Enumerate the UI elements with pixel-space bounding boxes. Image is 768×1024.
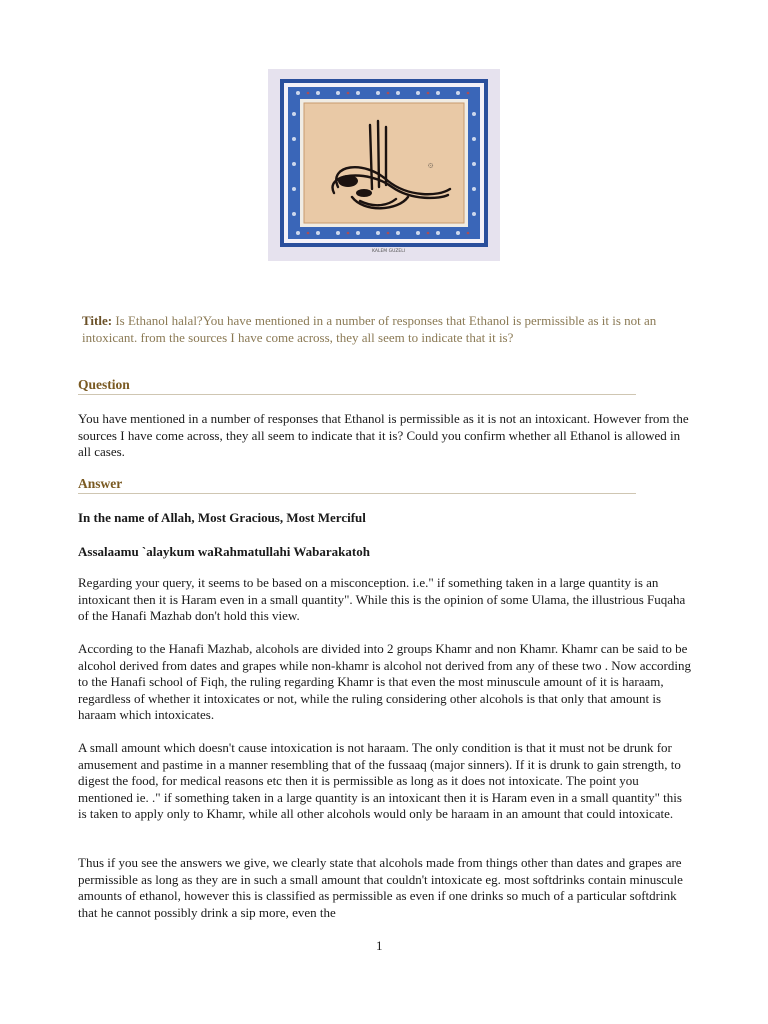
answer-paragraph-4: Thus if you see the answers we give, we clearly state that alcohols made from things other than dates and grapes are permissible as long as they are in such a small amount that couldn't intoxicate eg. most softdrinks contain minuscule amounts of ethanol, however this is classified as permissible as even if one drinks so much of a particular softdrink that he cannot possibly drink a sip more, even the xyxy=(78,855,683,920)
title-label: Title: xyxy=(82,313,113,328)
answer-heading: Answer xyxy=(78,475,636,494)
calligraphy-artwork xyxy=(268,69,500,261)
title-block xyxy=(82,312,692,346)
title-text: Is Ethanol halal?You have mentioned in a number of responses that Ethanol is permissible as it is not an intoxicant. from the sources I have come across, they all seem to indicate that it is? xyxy=(82,313,657,345)
question-heading: Question xyxy=(78,376,636,395)
signature-text: KALEM GUZELI xyxy=(372,249,406,254)
question-body: You have mentioned in a number of responses that Ethanol is permissible as it is not an intoxicant. However from the sources I have come across, they all seem to indicate that it is? Could you confirm whether all Ethanol is allowed in all cases. xyxy=(78,411,689,459)
answer-paragraph-2: According to the Hanafi Mazhab, alcohols are divided into 2 groups Khamr and non Khamr. Khamr can be said to be alcohol derived from dates and grapes while non-khamr is alcohol not derived from any of these two . Now according to the Hanafi school of Fiqh, the ruling regarding Khamr is that even the most minuscule amount of it is haraam, regardless of whether it intoxicates or not, while the ruling considering other alcohols is that only that amount is haraam which intoxicates. xyxy=(78,641,691,722)
svg-text:۞: ۞ xyxy=(428,160,434,170)
answer-paragraph-3: A small amount which doesn't cause intoxication is not haraam. The only condition is that it must not be drunk for amusement and pastime in a manner resembling that of the fussaaq (major sinners). If it is drunk to gain strength, to digest the food, for medical reasons etc then it is permissible as long as it does not intoxicate. The point you mentioned ie. ." if something taken in a large quantity is an intoxicant then it is Haram even in a small quantity" this is taken to apply only to Khamr, while all other alcohols would only be haraam in an amount that could intoxicate. xyxy=(78,740,682,821)
page-number: 1 xyxy=(376,938,383,953)
salaam-line: Assalaamu `alaykum waRahmatullahi Wabarakatoh xyxy=(78,544,370,559)
answer-paragraph-1: Regarding your query, it seems to be based on a misconception. i.e." if something taken in a large quantity is an intoxicant then it is Haram even in a small quantity". While this is the opinion of some Ulama, the illustrious Fuqaha of the Hanafi Mazhab don't hold this view. xyxy=(78,575,686,623)
calligraphy-image xyxy=(268,69,500,261)
bismillah-line: In the name of Allah, Most Gracious, Most Merciful xyxy=(78,510,366,525)
